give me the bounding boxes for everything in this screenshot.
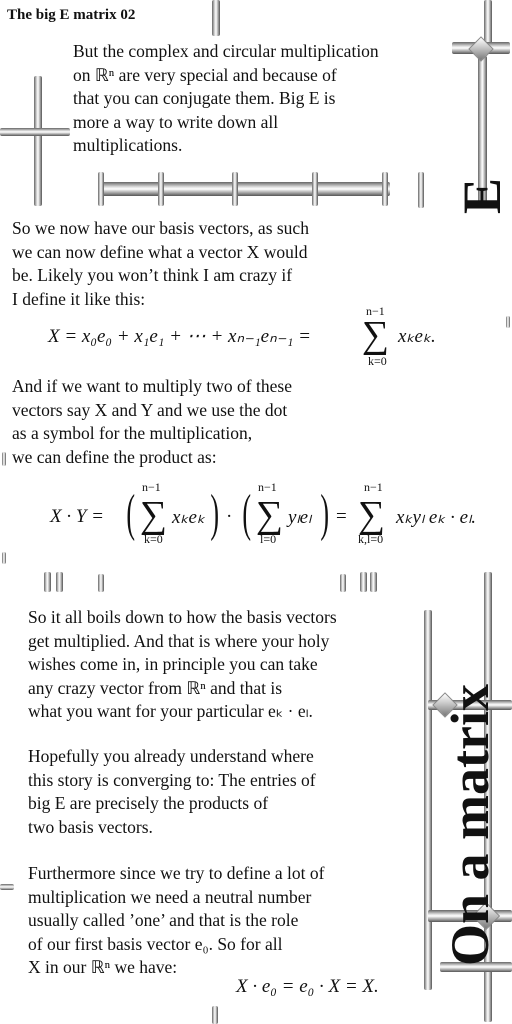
decor-bar <box>212 0 220 36</box>
text-line: what you want for your particular eₖ · eₗ. <box>28 701 313 721</box>
text-line: Hopefully you already understand where <box>28 746 314 766</box>
text-line: that you can conjugate them. Big E is <box>73 88 336 108</box>
page-title: The big E matrix 02 <box>7 7 136 23</box>
equals-sign: = <box>336 506 347 527</box>
sum-symbol: ∑ <box>358 494 386 536</box>
decor-bar <box>44 572 51 592</box>
sum-body: xₖeₖ <box>172 507 206 528</box>
decor-bar <box>360 572 367 592</box>
equation-rhs: xₖeₖ. <box>398 326 436 347</box>
text-line: And if we want to multiply two of these <box>12 376 292 396</box>
text-line: So it all boils down to how the basis vectors <box>28 607 337 627</box>
paragraph-3 <box>12 375 292 469</box>
text-line: this story is converging to: The entries of <box>28 769 316 790</box>
paren-open: ( <box>242 485 251 542</box>
text-line: vectors say X and Y and we use the dot <box>12 399 288 420</box>
text-line: be. Likely you won’t think I am crazy if <box>12 265 293 285</box>
text-line: X in our ℝⁿ we have: <box>28 957 178 977</box>
sum-upper-limit: n−1 <box>142 480 161 494</box>
paragraph-4 <box>28 606 337 724</box>
sum-lower-limit: k=0 <box>368 354 387 368</box>
paren-open: ( <box>126 485 135 542</box>
equation-rhs: xₖyₗ eₖ · eₗ. <box>396 507 476 528</box>
side-title: On a matrix <box>440 684 500 966</box>
text-line: multiplication we need a neutral number <box>28 886 312 907</box>
sum-upper-limit: n−1 <box>364 480 383 494</box>
sum-upper-limit: n−1 <box>366 304 385 318</box>
decor-bar <box>424 610 432 990</box>
paragraph-6 <box>28 862 324 980</box>
sum-body: yₗeₗ <box>288 507 312 528</box>
sum-lower-limit: k,l=0 <box>358 532 384 546</box>
text-line: So we now have our basis vectors, as such <box>12 218 309 238</box>
equation-vector-definition <box>48 304 468 368</box>
decor-bar <box>2 552 6 564</box>
sum-symbol: ∑ <box>362 314 390 356</box>
decor-bar <box>340 574 346 592</box>
decor-bar <box>382 172 388 206</box>
text-line: I define it like this: <box>12 288 146 309</box>
equation-product <box>50 482 500 552</box>
side-title-partial: E <box>452 177 512 214</box>
text-line: Furthermore since we try to define a lot of <box>28 863 325 883</box>
text-line: we can now define what a vector X would <box>12 241 308 262</box>
text-line: multiplications. <box>73 135 183 155</box>
decor-bar <box>506 316 510 328</box>
decor-bar <box>312 172 318 206</box>
paragraph-1 <box>73 40 379 158</box>
decor-bar <box>484 0 492 44</box>
decor-bar <box>2 452 6 466</box>
decor-bar <box>370 572 377 592</box>
text-line: usually called ’one’ and that is the role <box>28 910 299 930</box>
equation-lhs: X = x₀e₀ + x₁e₁ + ⋯ + xₙ₋₁eₙ₋₁ = <box>48 326 311 347</box>
sum-symbol: ∑ <box>256 494 284 536</box>
decor-bar <box>418 172 424 208</box>
decor-bar <box>100 182 390 196</box>
decor-bar <box>98 172 104 206</box>
paragraph-2 <box>12 217 309 311</box>
paren-close: ) <box>320 485 329 542</box>
decor-bar <box>158 172 164 206</box>
paren-close: ) <box>210 485 219 542</box>
equation-identity: X · e₀ = e₀ · X = X. <box>236 976 379 997</box>
paragraph-5 <box>28 745 316 839</box>
sum-lower-limit: k=0 <box>144 532 163 546</box>
decor-bar <box>212 1006 218 1024</box>
text-line: big E are precisely the products of <box>28 793 269 813</box>
text-line: get multiplied. And that is where your holy <box>28 630 330 651</box>
decor-bar <box>232 172 238 206</box>
sum-upper-limit: n−1 <box>258 480 277 494</box>
decor-bar <box>98 574 104 592</box>
text-line: any crazy vector from ℝⁿ and that is <box>28 677 283 698</box>
text-line: more a way to write down all <box>73 111 279 132</box>
text-line: But the complex and circular multiplication <box>73 41 379 61</box>
decor-bar <box>0 128 70 136</box>
decor-bar <box>34 76 42 206</box>
text-line: we can define the product as: <box>12 446 217 467</box>
text-line: of our first basis vector e₀. So for all <box>28 933 283 954</box>
decor-bar <box>56 572 63 592</box>
text-line: as a symbol for the multiplication, <box>12 423 253 443</box>
text-line: wishes come in, in principle you can take <box>28 654 318 674</box>
sum-symbol: ∑ <box>140 494 168 536</box>
dot-operator: · <box>226 506 233 527</box>
text-line: on ℝⁿ are very special and because of <box>73 64 337 85</box>
text-line: two basis vectors. <box>28 816 153 837</box>
decor-bar <box>0 884 14 890</box>
sum-lower-limit: l=0 <box>260 532 277 546</box>
equation-lhs: X · Y = <box>50 506 104 527</box>
